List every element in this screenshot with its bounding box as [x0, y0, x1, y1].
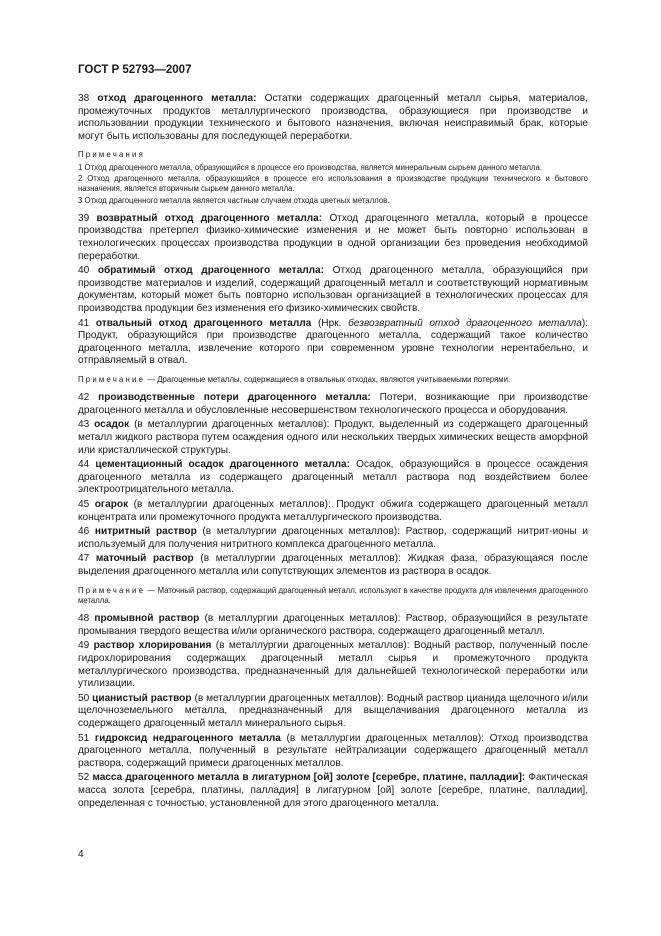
term-entry-40: [78, 265, 588, 315]
entry-number: 50: [78, 692, 90, 704]
note-text: — Маточный раствор, содержащий драгоценный металл, используют в качестве продукта для извлечения драгоценного металла.: [78, 585, 588, 605]
entry-number: 42: [78, 392, 90, 404]
entry-definition: (в металлургии драгоценных металлов): Продукт, выделенный из содержащего драгоценный металл жидкого раствора путем осаждения одного или нескольких твердых химических веществ аморфной или кристаллической структуры.: [78, 419, 588, 456]
entry-term: промывной раствор: [94, 613, 200, 625]
entry-term: огарок: [94, 499, 129, 511]
entry-definition: (в металлургии драгоценных металлов): Водный раствор цианида щелочного и/или щелочноземельного металла, предназначенный для выщелачивания драгоценного металла из содержащего драгоценный металл минерального сырья.: [78, 692, 588, 729]
term-entry-46: [78, 526, 588, 551]
entry-term: обратимый отход драгоценного металла:: [97, 265, 325, 277]
entry-number: 40: [78, 265, 90, 277]
term-entry-50: [78, 693, 588, 731]
entry-number: 46: [78, 526, 90, 538]
note-text: — Драгоценные металлы, содержащиеся в отвальных отходах, являются учитываемыми потерями.: [147, 374, 511, 384]
entry-number: 38: [78, 93, 90, 104]
term-entry-52: [78, 772, 588, 810]
entry-number: 45: [78, 499, 90, 511]
entry-definition: Фактическая масса золота [серебра, платины, палладия] в лигатурном [ой] золоте [серебре, платине, палладии], определенная с точностью, установленной для этого драгоценного металла.: [78, 772, 589, 809]
term-entry-45: [78, 499, 588, 524]
entry-number: 39: [78, 212, 90, 224]
note-item: 2 Отход драгоценного металла, образующийся в процессе его использования в производстве продукции технического и бытового назначения, является вторичным сырьем данного металла.: [78, 173, 588, 194]
entry-term: масса драгоценного металла в лигатурном [ой] золоте [серебре, платине, палладии]:: [92, 772, 526, 784]
entry-number: 48: [78, 613, 90, 625]
entry-deprecated-term: безвозвратный отход драгоценного металла: [348, 317, 582, 329]
entry-definition: Отход драгоценного металла, который в процессе производства претерпел физико-химические изменения и не может быть повторно использован в технологических процессах производства продукции в одной организации без проведения необходимой переработки.: [78, 212, 589, 262]
entry-term: осадок: [94, 419, 130, 431]
entry-definition: Осадок, образующийся в процессе осаждения драгоценного металла из содержащего драгоценный металл раствора под воздействием более электроотрицательного металла.: [78, 459, 588, 496]
entry-term: раствор хлорирования: [93, 640, 212, 652]
entry-term: нитритный раствор: [94, 526, 197, 538]
entry-definition: ): Продукт, образующийся при производстве драгоценного металла, содержащий такое количество драгоценного металла, извлечение которого при современном уровне технологии нерентабельно, и отправляемый в отвал.: [78, 317, 588, 367]
term-entry-41: [78, 318, 588, 368]
term-entry-38: [78, 93, 588, 143]
note-41: [78, 375, 588, 385]
entry-term: отвальный отход драгоценного металла: [95, 317, 312, 329]
entry-term: отход драгоценного металла:: [97, 93, 257, 104]
entry-deprecated-prefix: (Нрк.: [317, 317, 342, 329]
entry-definition: (в металлургии драгоценных металлов): Раствор, образующийся в результате промывания твердого вещества и/или органического раствора, содержащего драгоценный металл.: [78, 613, 588, 637]
entry-term: цементационный осадок драгоценного металла:: [95, 459, 351, 471]
term-entry-42: [78, 392, 588, 417]
notes-heading: Примечания: [78, 150, 146, 160]
note-47: [78, 586, 588, 607]
term-entry-44: [78, 459, 588, 497]
note-item: 3 Отход драгоценного металла является частным случаем отхода цветных металлов.: [78, 195, 390, 205]
entry-term: цианистый раствор: [92, 692, 192, 704]
page-number: 4: [78, 849, 84, 860]
term-entry-39: [78, 213, 588, 263]
entry-number: 44: [78, 459, 90, 471]
entry-number: 52: [78, 772, 90, 784]
document-page: [78, 64, 588, 812]
entry-definition: (в металлургии драгоценных металлов): Продукт обжига содержащего драгоценный металл концентрата или промежуточного продукта металлургического производства.: [78, 499, 588, 523]
entry-number: 47: [78, 553, 90, 565]
term-entry-51: [78, 733, 588, 771]
entry-definition: Потери, возникающие при производстве драгоценного металла и обусловленные несовершенством технологического процесса и оборудования.: [78, 392, 588, 416]
entry-number: 51: [78, 732, 90, 744]
term-entry-49: [78, 640, 588, 690]
entry-definition: Отход драгоценного металла, образующийся при производстве материалов и изделий, содержащий драгоценный металл и соответствующий нормативным документам, который может быть повторно использован организацией в технологических процессах для производства продукции без изменения его физико-химических свойств.: [78, 265, 588, 315]
entry-definition: (в металлургии драгоценных металлов): Водный раствор, полученный после гидрохлорирования содержащих драгоценный металл сырья и промежуточного продукта металлургического производства, предназначенный для дальнейшей технологической переработки или утилизации.: [78, 640, 588, 690]
entry-term: производственные потери драгоценного металла:: [98, 392, 371, 404]
term-entry-48: [78, 613, 588, 638]
entry-number: 43: [78, 419, 90, 431]
document-header: ГОСТ Р 52793—2007: [78, 64, 192, 76]
term-entry-43: [78, 419, 588, 457]
entry-definition: Остатки содержащих драгоценный металл сырья, материалов, промежуточных продуктов металлургического производства, образующиеся при производстве и использовании продукции технического и бытового назначения, включая неисправимый брак, которые могут быть использованы для последующей переработки.: [78, 93, 588, 142]
note-label: Примечание: [78, 374, 146, 384]
term-entry-47: [78, 553, 588, 578]
entry-term: возвратный отход драгоценного металла:: [96, 212, 323, 224]
note-label: Примечание: [78, 585, 146, 595]
notes-block: [78, 150, 588, 205]
entry-number: 41: [78, 317, 90, 329]
entry-term: гидроксид недрагоценного металла: [94, 732, 281, 744]
entry-definition: (в металлургии драгоценных металлов): Раствор, содержащий нитрит-ионы и используемый для получения нитритного комплекса драгоценного металла.: [78, 526, 588, 550]
entry-definition: (в металлургии драгоценных металлов): Отход производства драгоценного металла, полученный в результате нейтрализации содержащего драгоценный металл раствора, содержащий примеси драгоценных металлов.: [78, 732, 588, 769]
entry-definition: (в металлургии драгоценных металлов): Жидкая фаза, образующаяся после выделения драгоценного металла или сопутствующих элементов из раствора в осадок.: [78, 553, 588, 577]
entry-number: 49: [78, 640, 90, 652]
note-item: 1 Отход драгоценного металла, образующийся в процессе его производства, является минеральным сырьем данного металла.: [78, 162, 542, 172]
entry-term: маточный раствор: [95, 553, 194, 565]
